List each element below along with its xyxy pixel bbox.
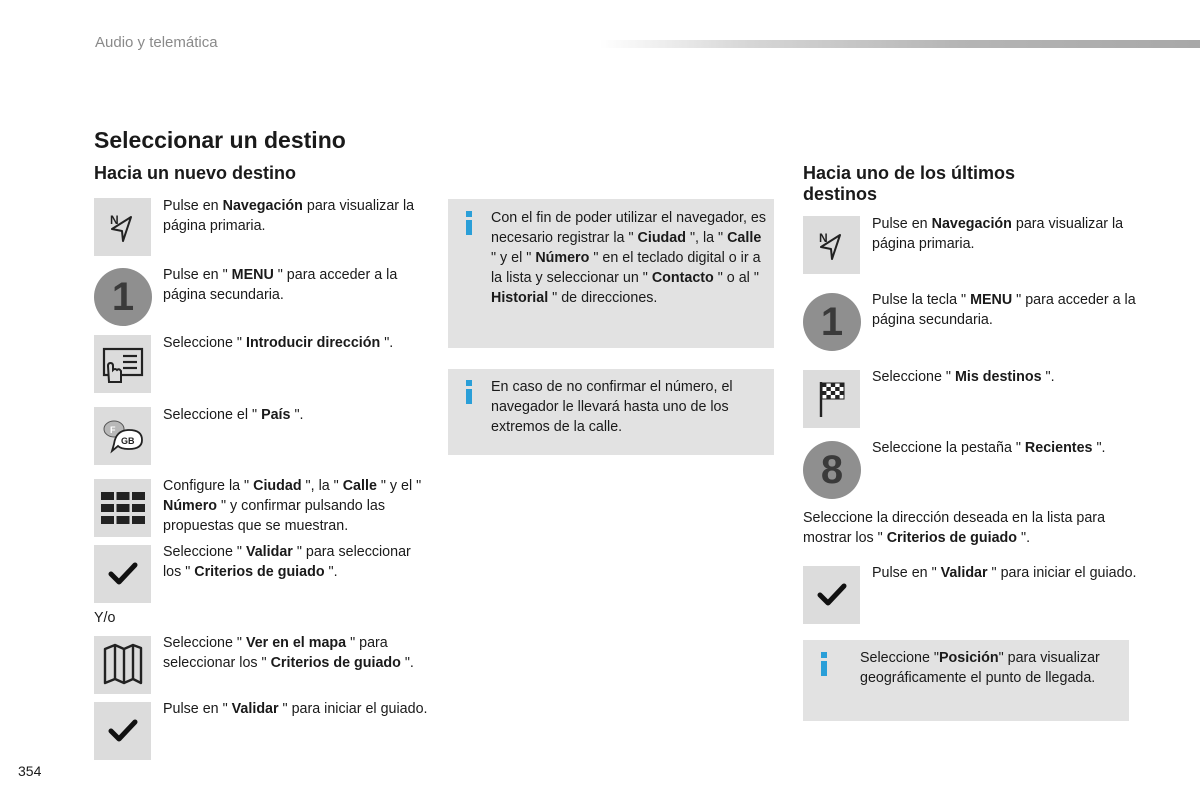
check-icon xyxy=(94,702,151,760)
page-title: Seleccionar un destino xyxy=(94,127,346,153)
svg-text:F: F xyxy=(109,425,115,435)
left-step-4-text: Seleccione el " País ". xyxy=(163,407,304,423)
left-step-7-text: Seleccione " Ver en el mapa " para seleccionar los " Criterios de guiado ". xyxy=(163,635,414,671)
right-paragraph: Seleccione la dirección deseada en la lista para mostrar los " Criterios de guiado ". xyxy=(803,510,1106,546)
left-step-8-text: Pulse en " Validar " para iniciar el guiado. xyxy=(163,701,428,717)
left-step-2-text: Pulse en " MENU " para acceder a la página secundaria. xyxy=(163,267,398,303)
left-step-6-text: Seleccione " Validar " para seleccionar los " Criterios de guiado ". xyxy=(163,544,411,580)
right-step-1-text: Pulse en Navegación para visualizar la página primaria. xyxy=(872,216,1124,252)
navigation-icon xyxy=(803,216,860,274)
svg-text:GB: GB xyxy=(120,436,134,446)
page-number: 354 xyxy=(18,763,42,779)
check-icon xyxy=(94,545,151,603)
left-heading: Hacia un nuevo destino xyxy=(94,163,297,183)
info-box-registration xyxy=(448,199,774,348)
right-step-2-text: Pulse la tecla " MENU " para acceder a la página secundaria. xyxy=(872,292,1136,328)
info-box-position-text: Seleccione "Posición" para visualizar geográficamente el punto de llegada. xyxy=(860,650,1100,686)
svg-text:N: N xyxy=(818,231,828,245)
info-box-number-text: En caso de no confirmar el número, el navegador le llevará hasta uno de los extremos de la calle. xyxy=(491,379,733,435)
right-step-5-text: Pulse en " Validar " para iniciar el guiado. xyxy=(872,565,1137,581)
right-step-4-text: Seleccione la pestaña " Recientes ". xyxy=(872,440,1106,456)
step-number-badge: 1 xyxy=(94,268,152,326)
left-step-5-text: Configure la " Ciudad ", la " Calle " y el " Número " y confirmar pulsando las propuestas que se muestran. xyxy=(163,478,422,534)
keyboard-icon xyxy=(94,479,151,537)
or-label: Y/o xyxy=(94,610,116,626)
map-icon xyxy=(94,636,151,694)
left-step-3-text: Seleccione " Introducir dirección ". xyxy=(163,335,394,351)
info-box-position xyxy=(803,640,1129,721)
navigation-icon xyxy=(94,198,151,256)
left-step-1-text: Pulse en Navegación para visualizar la página primaria. xyxy=(163,198,415,234)
svg-text:N: N xyxy=(109,213,119,227)
header-bar xyxy=(600,40,1200,48)
step-number-badge: 8 xyxy=(803,441,861,499)
info-box-number xyxy=(448,369,774,455)
check-icon xyxy=(803,566,860,624)
step-number-badge: 1 xyxy=(803,293,861,351)
enter-address-icon xyxy=(94,335,151,393)
right-step-3-text: Seleccione " Mis destinos ". xyxy=(872,369,1055,385)
right-heading: Hacia uno de los últimos destinos xyxy=(803,163,1016,204)
info-box-registration-text: Con el fin de poder utilizar el navegador, es necesario registrar la " Ciudad ", la " Calle " y el " Número " en el teclado digital o ir a la lista y seleccionar un " Contacto " o al " Historial " de direcciones. xyxy=(491,210,766,306)
checkered-flag-icon xyxy=(803,370,860,428)
section-header: Audio y telemática xyxy=(95,34,218,51)
country-icon xyxy=(94,407,151,465)
